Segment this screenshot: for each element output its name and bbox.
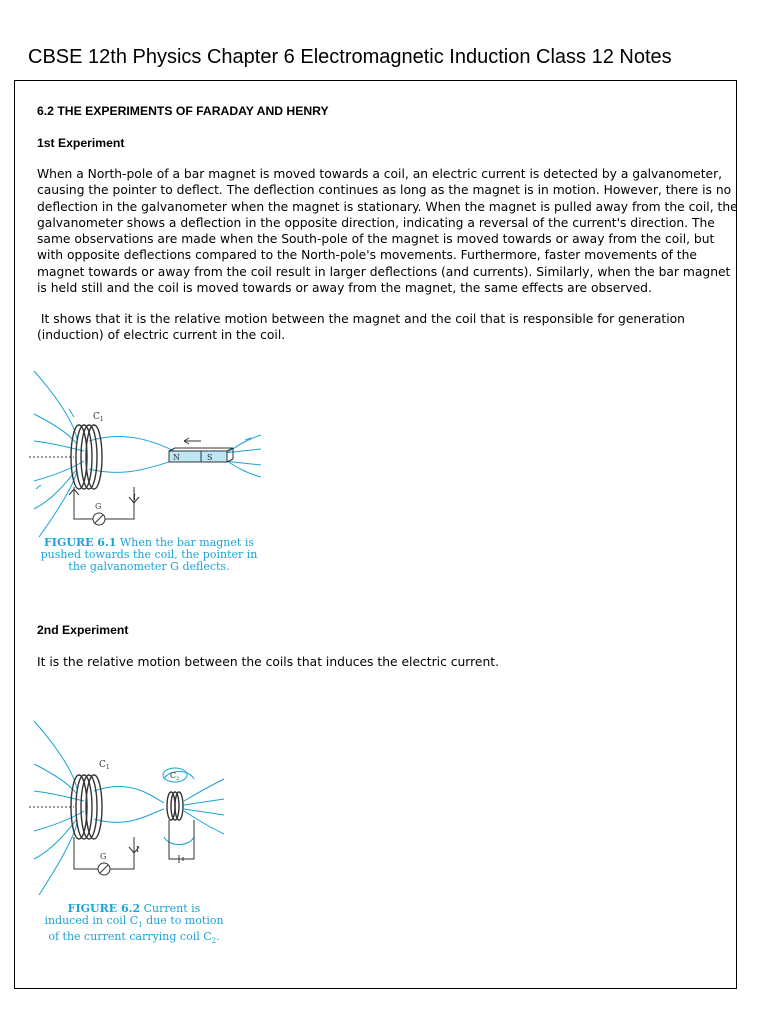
figure-6-2 <box>29 719 239 949</box>
page-title: CBSE 12th Physics Chapter 6 Electromagnetic Induction Class 12 Notes <box>28 46 672 68</box>
figure-6-1 <box>29 369 269 573</box>
exp1-paragraph-2: It shows that it is the relative motion between the magnet and the coil that is responsible for generation (induction) of electric current in the coil. <box>37 312 689 343</box>
coil1-label: $C_1$ <box>99 760 110 771</box>
exp1-paragraph-1: When a North-pole of a bar magnet is moved towards a coil, an electric current is detected by a galvanometer, causing the pointer to deflect. The deflection continues as long as the magnet is in motion. However, there is no deflection in the galvanometer when the magnet is stationary. When the magnet is pulled away from the coil, the galvanometer shows a deflection in the opposite direction, indicating a reversal of the current's direction. The same observations are made when the South-pole of the magnet is moved towards or away from the coil, but with opposite deflections compared to the North-pole's movements. Furthermore, faster movements of the magnet towards or away from the coil result in larger deflections (and currents). Similarly, when the bar magnet is held still and the coil is moved towards or away from the magnet, the same effects are observed. <box>37 167 738 296</box>
exp1-heading: 1st Experiment <box>37 136 125 150</box>
galvanometer-label: G <box>95 502 102 511</box>
exp2-heading: 2nd Experiment <box>37 623 129 637</box>
magnet-south-label: S <box>207 453 213 462</box>
current-label-2: I <box>136 845 140 854</box>
current-label: I <box>133 493 137 502</box>
figure-6-2-caption: FIGURE 6.2 Current is induced in coil $C_1$ due to motion of the current carrying coil $C_2$. <box>44 902 224 946</box>
figure-6-1-caption: FIGURE 6.1 When the bar magnet is pushed towards the coil, the pointer in the galvanometer G deflects. <box>40 536 258 573</box>
notes-frame <box>14 80 737 989</box>
section-heading: 6.2 THE EXPERIMENTS OF FARADAY AND HENRY <box>37 104 329 118</box>
figure-6-2-diagram <box>29 719 239 897</box>
magnet-north-label: N <box>173 453 180 462</box>
exp2-paragraph-1: It is the relative motion between the coils that induces the electric current. <box>37 655 500 669</box>
galvanometer-label-2: G <box>100 852 107 861</box>
figure-6-1-diagram <box>29 369 269 539</box>
coil2-label: $C_2$ <box>170 771 180 782</box>
coil-label-c1: $C_1$ <box>93 412 104 423</box>
